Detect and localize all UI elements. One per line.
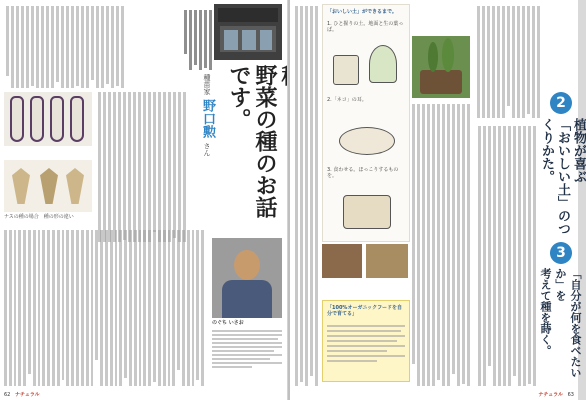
soil-steps-sidebar [322, 4, 410, 242]
book-info-box [322, 300, 410, 382]
book-info-title: 「100%オーガニックフードを自分で育てる」 [327, 305, 402, 317]
body-text-right-page-top-right [474, 6, 540, 118]
left-page-number: 62 [4, 392, 11, 398]
body-text-top-left [4, 6, 124, 88]
eggplant-half-4 [70, 96, 84, 142]
eggplant-half-2 [30, 96, 44, 142]
right-page [290, 0, 586, 400]
seed-image-3 [66, 168, 84, 204]
seed-image-1 [12, 168, 30, 204]
author-role: 種苗家 [203, 74, 211, 95]
body-text-bottom-left [4, 230, 204, 386]
sidebar-title: 「おいしい土」ができるまで。 [327, 9, 397, 15]
seed-pack-photo-1 [322, 244, 362, 278]
author-name-text: 野口勲 [200, 99, 215, 139]
portrait-photo [212, 238, 282, 318]
seed-photo-row [4, 160, 92, 212]
step-1-label: 1. ひと握りの土。地面と生の葉っぱ。 [327, 21, 404, 33]
section-2-heading [538, 118, 586, 238]
step-3-illustration [329, 183, 403, 237]
portrait-caption: のぐち いさお [212, 320, 244, 326]
section-2-heading-b: 「おいしい土」のつくりかた。 [539, 118, 570, 235]
author-name [198, 74, 217, 194]
intro-blurb [178, 10, 212, 70]
body-text-right-page-middle [412, 104, 470, 386]
seed-image-2 [40, 168, 58, 204]
section-3-heading-b: 考えて種を蒔く。 [539, 268, 552, 356]
step-2-illustration [329, 113, 403, 163]
title-line-2: 野菜の種のお話です。 [226, 64, 278, 218]
eggplant-half-1 [10, 96, 24, 142]
portrait-bio [212, 330, 282, 384]
seed-pack-photo-2 [366, 244, 408, 278]
right-magazine-name: ナチュラル [538, 392, 564, 398]
section-2-badge: 2 [550, 92, 572, 114]
section-2-heading-a: 植物が喜ぶ [571, 118, 586, 183]
eggplant-photo-row [4, 92, 92, 146]
seed-shop-photo [214, 4, 282, 60]
body-text-middle [96, 92, 186, 242]
step-2-label: 2.「ネコ」の耳。 [327, 97, 367, 103]
section-3-badge: 3 [550, 242, 572, 264]
right-page-number: 63 [567, 392, 574, 398]
body-text-right-page-bottom-right [474, 126, 536, 386]
eggplant-caption: ナスの種の場合 種の形の違い [4, 214, 74, 220]
left-page-footer [4, 391, 40, 398]
planter-photo [412, 36, 470, 98]
step-3-label: 3. 食わせる。ほっこりするものを。 [327, 167, 399, 179]
eggplant-half-3 [50, 96, 64, 142]
section-3-heading [538, 268, 583, 386]
step-1-illustration [329, 37, 403, 91]
left-page [0, 0, 288, 400]
body-text-right-page-left [294, 6, 318, 386]
right-page-footer [538, 391, 574, 398]
section-3-heading-a: 「自分が何を食べたいか」を [554, 268, 582, 378]
author-suffix: さん [203, 142, 211, 157]
left-magazine-name: ナチュラル [14, 392, 40, 398]
